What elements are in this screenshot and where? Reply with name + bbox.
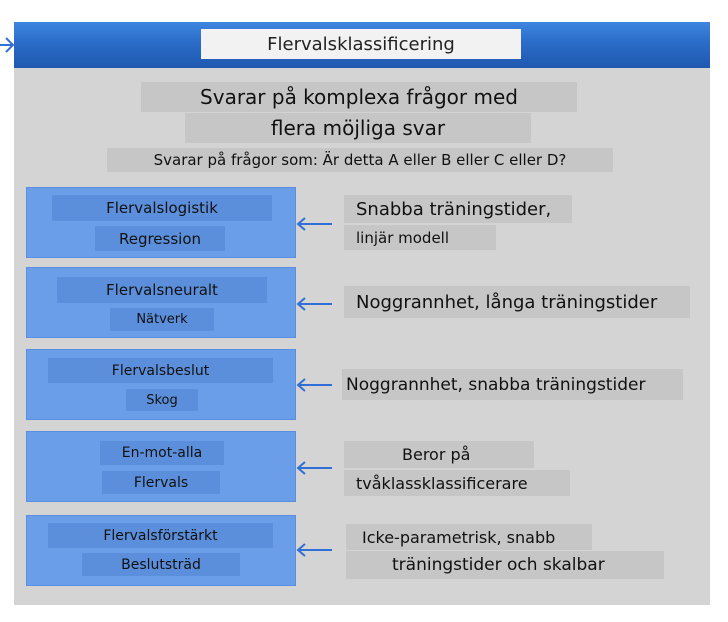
algorithm-name-line-2: Nätverk — [110, 308, 214, 331]
algorithm-name-line-1: Flervalsneuralt — [57, 277, 267, 303]
diagram-title: Flervalsklassificering — [201, 29, 521, 59]
algorithm-name-line-2: Beslutsträd — [82, 553, 240, 576]
left-arrow-icon — [296, 377, 332, 393]
description-line-1: Noggrannhet, långa träningstider — [344, 286, 690, 318]
summary-line-1: Svarar på komplexa frågor med — [141, 82, 577, 112]
algorithm-name-line-2: Skog — [126, 389, 198, 411]
left-arrow-icon — [296, 460, 332, 476]
left-arrow-icon — [296, 216, 332, 232]
left-arrow-icon — [296, 296, 332, 312]
description-line-2: linjär modell — [344, 225, 496, 250]
algorithm-name-line-1: Flervalsförstärkt — [48, 523, 273, 548]
description-line-1: Beror på — [344, 441, 534, 468]
left-arrow-icon — [296, 542, 332, 558]
algorithm-name-line-1: Flervalsbeslut — [48, 358, 273, 383]
algorithm-name-line-2: Regression — [95, 226, 225, 251]
description-line-1: Noggrannhet, snabba träningstider — [342, 369, 683, 400]
description-line-2: träningstider och skalbar — [346, 551, 664, 579]
algorithm-name-line-1: Flervalslogistik — [52, 195, 272, 221]
summary-line-2: flera möjliga svar — [185, 113, 531, 143]
summary-line-3: Svarar på frågor som: Är detta A eller B eller C eller D? — [107, 148, 613, 172]
algorithm-name-line-1: En-mot-alla — [100, 441, 224, 465]
algorithm-name-line-2: Flervals — [102, 471, 220, 494]
description-line-1: Snabba träningstider, — [344, 195, 572, 223]
description-line-1: Icke-parametrisk, snabb — [346, 524, 592, 550]
entry-arrow-icon — [0, 36, 14, 54]
description-line-2: tvåklassklassificerare — [344, 470, 570, 496]
